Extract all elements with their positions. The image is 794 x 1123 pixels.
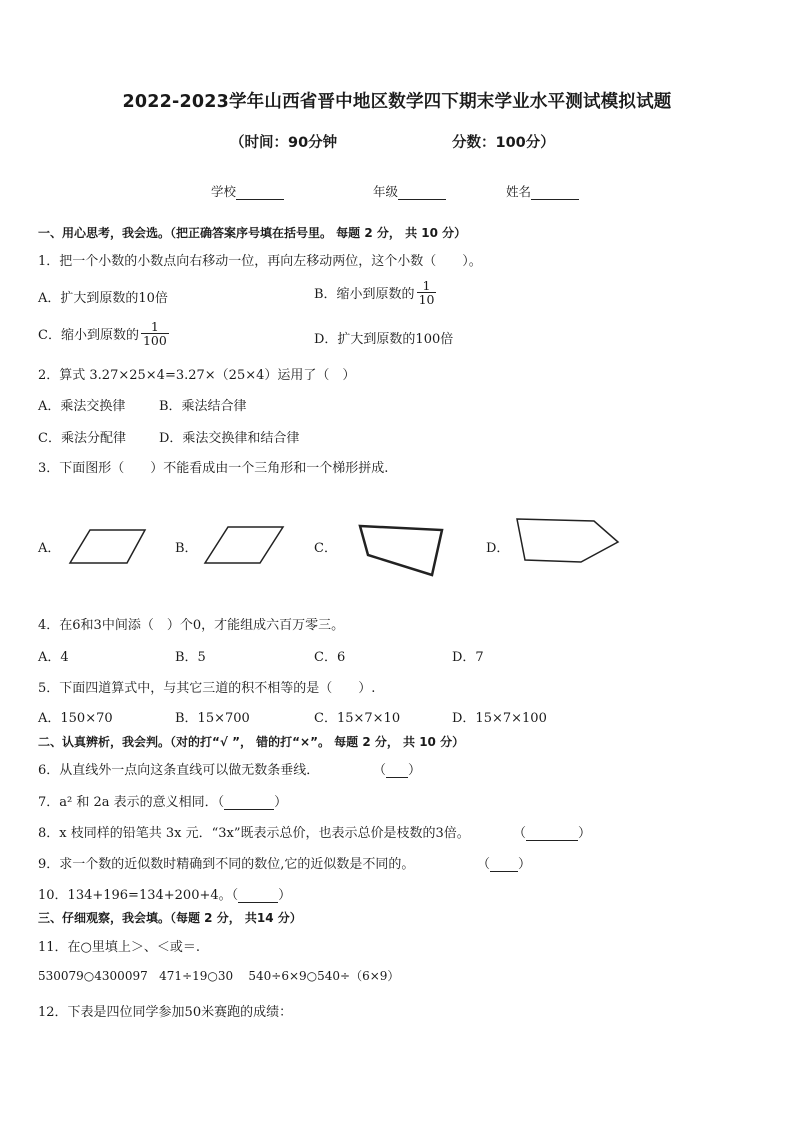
q4-option-b[interactable]: B．5 (175, 650, 206, 665)
q9-close-paren: ） (518, 857, 532, 872)
q7-text: 7．a² 和 2a 表示的意义相同．（ (38, 795, 225, 810)
exam-score: 分数：100分） (452, 135, 555, 151)
exam-time: （时间：90分钟 (230, 135, 338, 151)
q3-shape-d-pentagon (517, 519, 618, 562)
q9-stem: 9．求一个数的近似数时精确到不同的数位,它的近似数是不同的。 (38, 857, 415, 872)
q7-answer-blank[interactable] (224, 796, 274, 810)
q1-b-numerator: 1 (417, 279, 437, 293)
q2-option-a[interactable]: A．乘法交换律 (38, 399, 126, 414)
q5-stem: 5．下面四道算式中，与其它三道的积不相等的是（ ）. (38, 681, 376, 696)
q5-option-d[interactable]: D．15×7×100 (452, 711, 547, 726)
q6-close-paren: ） (408, 763, 422, 778)
q7-close-paren: ） (274, 795, 288, 810)
q10-answer-blank[interactable] (238, 889, 278, 903)
name-label: 姓名 (506, 184, 532, 199)
q2-option-c[interactable]: C．乘法分配律 (38, 431, 126, 446)
q5-option-c[interactable]: C．15×7×10 (314, 711, 401, 726)
q4-stem: 4．在6和3中间添（ ）个0，才能组成六百万零三。 (38, 618, 345, 633)
q8-answer[interactable] (513, 822, 591, 841)
q3-shape-b-parallelogram (205, 527, 283, 563)
q2-stem: 2．算式 3.27×25×4=3.27×（25×4）运用了（ ） (38, 368, 356, 383)
q3-shape-c-quadrilateral (360, 526, 442, 575)
q1-c-denominator: 100 (142, 333, 167, 349)
q2-option-d[interactable]: D．乘法交换律和结合律 (159, 431, 300, 446)
q9-open-paren: （ (477, 857, 491, 872)
q2-option-b[interactable]: B．乘法结合律 (159, 399, 247, 414)
q8-answer-blank[interactable] (526, 827, 578, 841)
school-label: 学校 (211, 184, 237, 199)
page-title: 2022-2023学年山西省晋中地区数学四下期末学业水平测试模拟试题 (122, 92, 672, 112)
q6-answer[interactable] (373, 759, 421, 778)
q8-stem: 8．x 枝同样的铅笔共 3x 元．“3x”既表示总价，也表示总价是枝数的3倍。 (38, 826, 470, 841)
q1-c-numerator: 1 (141, 320, 169, 334)
q10-stem (38, 884, 291, 903)
q11-items: 530079○4300097 471÷19○30 540÷6×9○540÷（6×9） (38, 969, 400, 983)
q1-option-d[interactable]: D．扩大到原数的100倍 (314, 332, 454, 347)
q6-open-paren: （ (373, 763, 387, 778)
q1-option-c-text: C．缩小到原数的 (38, 328, 139, 344)
q11-stem: 11．在○里填上＞、＜或＝. (38, 940, 201, 955)
q9-answer-blank[interactable] (490, 858, 518, 872)
q3-option-b[interactable]: B． (175, 541, 198, 556)
q1-option-a[interactable]: A．扩大到原数的10倍 (38, 291, 168, 306)
grade-label: 年级 (373, 184, 399, 199)
q1-stem: 1．把一个小数的小数点向右移动一位，再向左移动两位，这个小数（ ）。 (38, 254, 482, 269)
q5-option-a[interactable]: A．150×70 (38, 711, 113, 726)
q9-answer[interactable] (477, 853, 531, 872)
q3-option-c[interactable]: C． (314, 541, 337, 556)
q10-text: 10．134+196=134+200+4。（ (38, 888, 239, 903)
q1-option-b-text: B．缩小到原数的 (314, 287, 415, 303)
q6-stem: 6．从直线外一点向这条直线可以做无数条垂线． (38, 763, 320, 778)
q4-option-d[interactable]: D．7 (452, 650, 484, 665)
q5-option-b[interactable]: B．15×700 (175, 711, 250, 726)
q3-option-d[interactable]: D． (486, 541, 510, 556)
q7-stem (38, 791, 287, 810)
q1-b-denominator: 10 (418, 292, 435, 308)
q3-option-a[interactable]: A． (38, 541, 61, 556)
q8-close-paren: ） (578, 826, 592, 841)
q4-option-a[interactable]: A．4 (38, 650, 69, 665)
q12-stem: 12．下表是四位同学参加50米赛跑的成绩： (38, 1005, 293, 1020)
q4-option-c[interactable]: C．6 (314, 650, 346, 665)
q3-shape-a-parallelogram (70, 530, 145, 563)
section3-heading: 三、仔细观察，我会填。（每题 2 分， 共14 分） (38, 911, 302, 925)
section1-heading: 一、用心思考，我会选。（把正确答案序号填在括号里。 每题 2 分， 共 10 分） (38, 226, 467, 240)
q8-open-paren: （ (513, 826, 527, 841)
q6-answer-blank[interactable] (386, 764, 408, 778)
section2-heading: 二、认真辨析，我会判。（对的打“√ ”， 错的打“×”。 每题 2 分， 共 10 分） (38, 735, 465, 749)
q3-stem: 3．下面图形（ ）不能看成由一个三角形和一个梯形拼成. (38, 461, 389, 476)
q10-close-paren: ） (278, 888, 292, 903)
